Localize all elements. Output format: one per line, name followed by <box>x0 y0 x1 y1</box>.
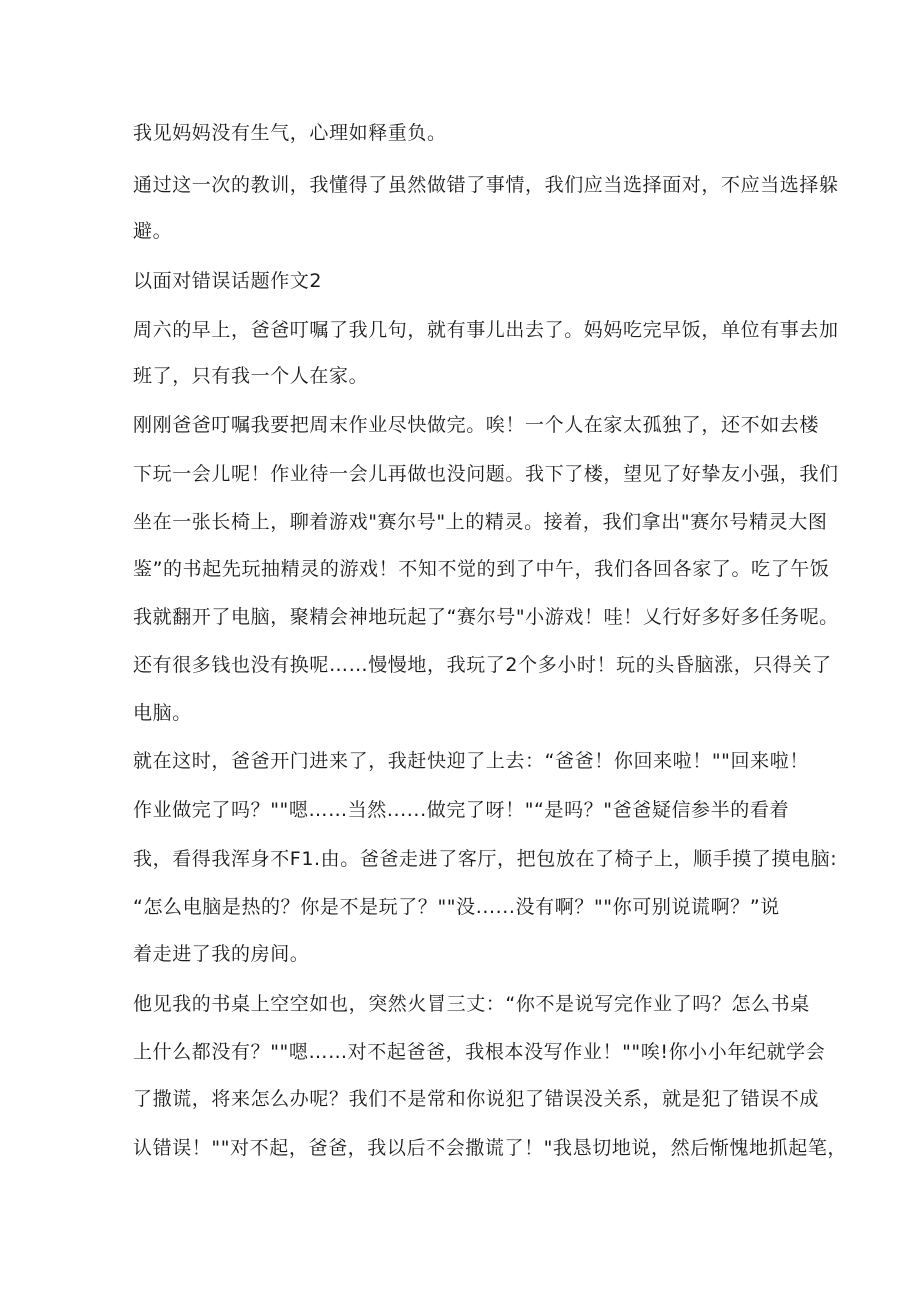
text-line-3: 避。 <box>133 220 173 242</box>
text-line-12: 还有很多钱也没有换呢……慢慢地，我玩了2个多小时！玩的头昏脑涨，只得关了 <box>133 654 832 676</box>
text-line-22: 认错误！""对不起，爸爸，我以后不会撒谎了！"我恳切地说，然后惭愧地抓起笔， <box>133 1137 848 1159</box>
text-line-2: 通过这一次的教训，我懂得了虽然做错了事情，我们应当选择面对，不应当选择躲 <box>133 174 839 196</box>
text-line-20: 上什么都没有？""嗯……对不起爸爸，我根本没写作业！""唉!你小小年纪就学会 <box>133 1041 826 1063</box>
text-line-11: 我就翻开了电脑，聚精会神地玩起了“赛尔号"小游戏！哇！乂行好多好多任务呢。 <box>133 606 839 628</box>
text-line-5: 周六的早上，爸爸叮嘱了我几句，就有事儿出去了。妈妈吃完早饭，单位有事去加 <box>133 319 839 341</box>
text-line-10: 鉴”的书起先玩抽精灵的游戏！不知不觉的到了中午，我们各回各家了。吃了午饭 <box>133 558 830 580</box>
text-line-13: 电脑。 <box>133 702 192 724</box>
text-line-16: 我，看得我浑身不F1.由。爸爸走进了客厅，把包放在了椅子上，顺手摸了摸电脑: <box>133 848 838 870</box>
section-title: 以面对错误话题作文2 <box>133 270 323 292</box>
text-line-7: 刚刚爸爸叮嘱我要把周末作业尽快做完。唉！一个人在家太孤独了，还不如去楼 <box>133 414 820 436</box>
text-line-1: 我见妈妈没有生气，心理如释重负。 <box>133 122 447 144</box>
text-line-18: 着走进了我的房间。 <box>133 943 310 965</box>
text-line-17: “怎么电脑是热的？你是不是玩了？""没......没有啊？""你可别说谎啊？”说 <box>133 896 780 918</box>
text-line-19: 他见我的书桌上空空如也，突然火冒三丈：“你不是说写完作业了吗？怎么书桌 <box>133 993 810 1015</box>
text-line-15: 作业做完了吗？""嗯……当然......做完了呀！"“是吗？"爸爸疑信参半的看着 <box>133 799 790 821</box>
text-line-9: 坐在一张长椅上，聊着游戏"赛尔号"上的精灵。接着，我们拿出"赛尔号精灵大图 <box>133 511 828 533</box>
text-line-8: 下玩一会儿呢！作业待一会儿再做也没问题。我下了楼，望见了好挚友小强，我们 <box>133 463 839 485</box>
text-line-6: 班了，只有我一个人在家。 <box>133 365 369 387</box>
text-line-21: 了撒谎，将来怎么办呢？我们不是常和你说犯了错误没关系，就是犯了错误不成 <box>133 1088 820 1110</box>
text-line-14: 就在这时，爸爸开门进来了，我赶快迎了上去：“爸爸！你回来啦！""回来啦！ <box>133 750 809 772</box>
